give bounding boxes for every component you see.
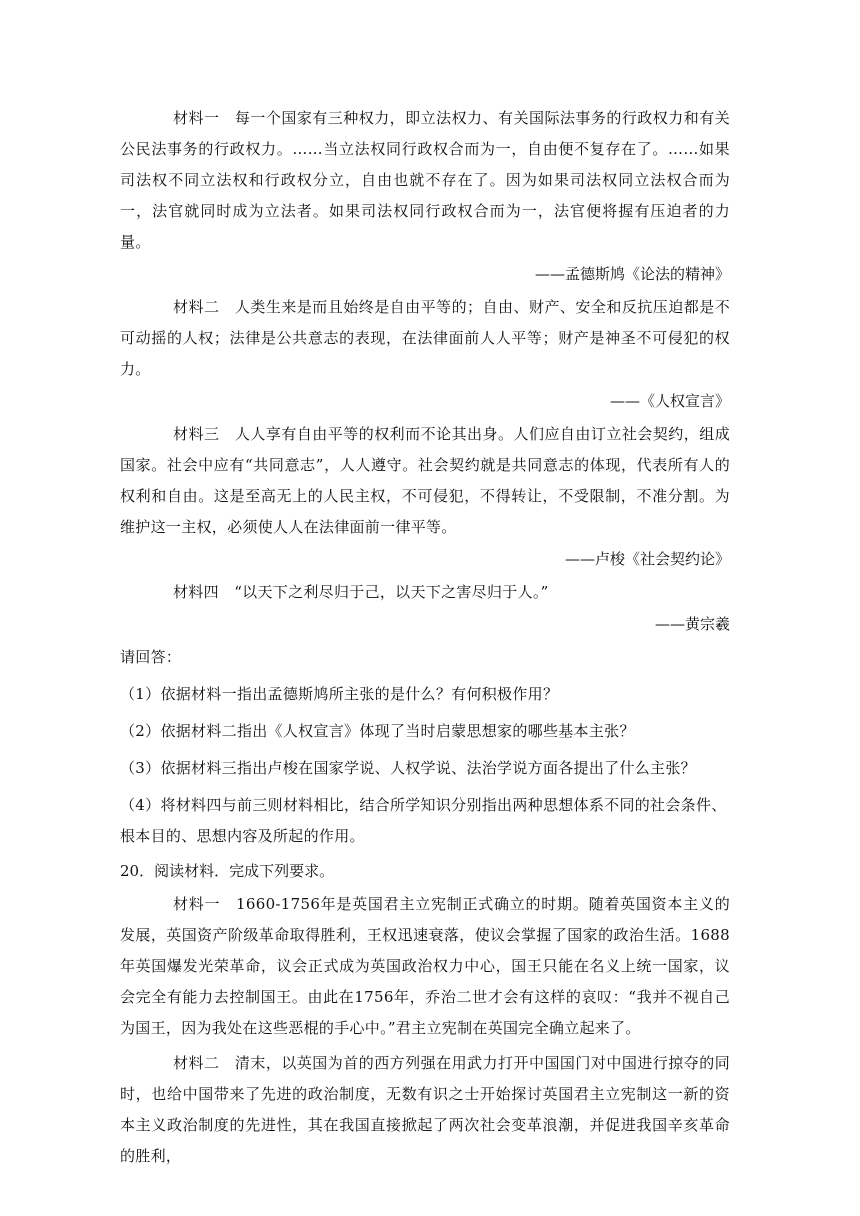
material-3-text: 材料三 人人享有自由平等的权利而不论其出身。人们应自由订立社会契约，组成国家。社会中应有“共同意志”，人人遵守。社会契约就是共同意志的体现，代表所有人的权利和自由。这是至高无上的人民主权，不可侵犯，不得转让，不受限制，不准分割。为维护这一主权，必须使人人在法律面前一律平等。 <box>120 425 730 536</box>
q20-material-2: 材料二 清末，以英国为首的西方列强在用武力打开中国国门对中国进行掠夺的同时，也给中国带来了先进的政治制度，无数有识之士开始探讨英国君主立宪制这一新的资本主义政治制度的先进性，其在我国直接掀起了两次社会变革浪潮，并促进我国辛亥革命的胜利， <box>120 1054 730 1165</box>
material-2-source: ——《人权宣言》 <box>609 392 730 410</box>
question-1: （1）依据材料一指出孟德斯鸠所主张的是什么？有何积极作用？ <box>120 685 559 703</box>
material-1-text: 材料一 每一个国家有三种权力，即立法权力、有关国际法事务的行政权力和有关公民法事务的行政权力。……当立法权同行政权合而为一，自由便不复存在了。……如果司法权不同立法权和行政权分立，自由也就不存在了。因为如果司法权同立法权合而为一，法官就同时成为立法者。如果司法权同行政权合而为一，法官便将握有压迫者的力量。 <box>120 109 730 251</box>
material-3-source: ——卢梭《社会契约论》 <box>564 550 730 568</box>
q20-material-1: 材料一 1660-1756年是英国君主立宪制正式确立的时期。随着英国资本主义的发展，英国资产阶级革命取得胜利，王权迅速衰落，使议会掌握了国家的政治生活。1688年英国爆发光荣革命，议会正式成为英国政治权力中心，国王只能在名义上统一国家，议会完全有能力去控制国王。由此在1756年，乔治二世才会有这样的哀叹：“我并不视自己为国王，因为我处在这些恶棍的手心中。”君主立宪制在英国完全确立起来了。 <box>120 895 730 1037</box>
material-4-source: ——黄宗羲 <box>654 615 730 633</box>
material-2-text: 材料二 人类生来是而且始终是自由平等的；自由、财产、安全和反抗压迫都是不可动摇的人权；法律是公共意志的表现，在法律面前人人平等；财产是神圣不可侵犯的权力。 <box>120 298 730 378</box>
material-1-source: ——孟德斯鸠《论法的精神》 <box>534 265 730 283</box>
question-3: （3）依据材料三指出卢梭在国家学说、人权学说、法治学说方面各提出了什么主张？ <box>120 759 696 777</box>
question-20-heading: 20．阅读材料．完成下列要求。 <box>120 862 335 880</box>
question-4: （4）将材料四与前三则材料相比，结合所学知识分别指出两种思想体系不同的社会条件、根本目的、思想内容及所起的作用。 <box>120 796 727 845</box>
answer-prompt: 请回答： <box>120 648 182 666</box>
question-2: （2）依据材料二指出《人权宣言》体现了当时启蒙思想家的哪些基本主张？ <box>120 722 635 740</box>
material-4-text: 材料四 “以天下之利尽归于己，以天下之害尽归于人。” <box>173 583 549 601</box>
document-page <box>120 103 730 1172</box>
